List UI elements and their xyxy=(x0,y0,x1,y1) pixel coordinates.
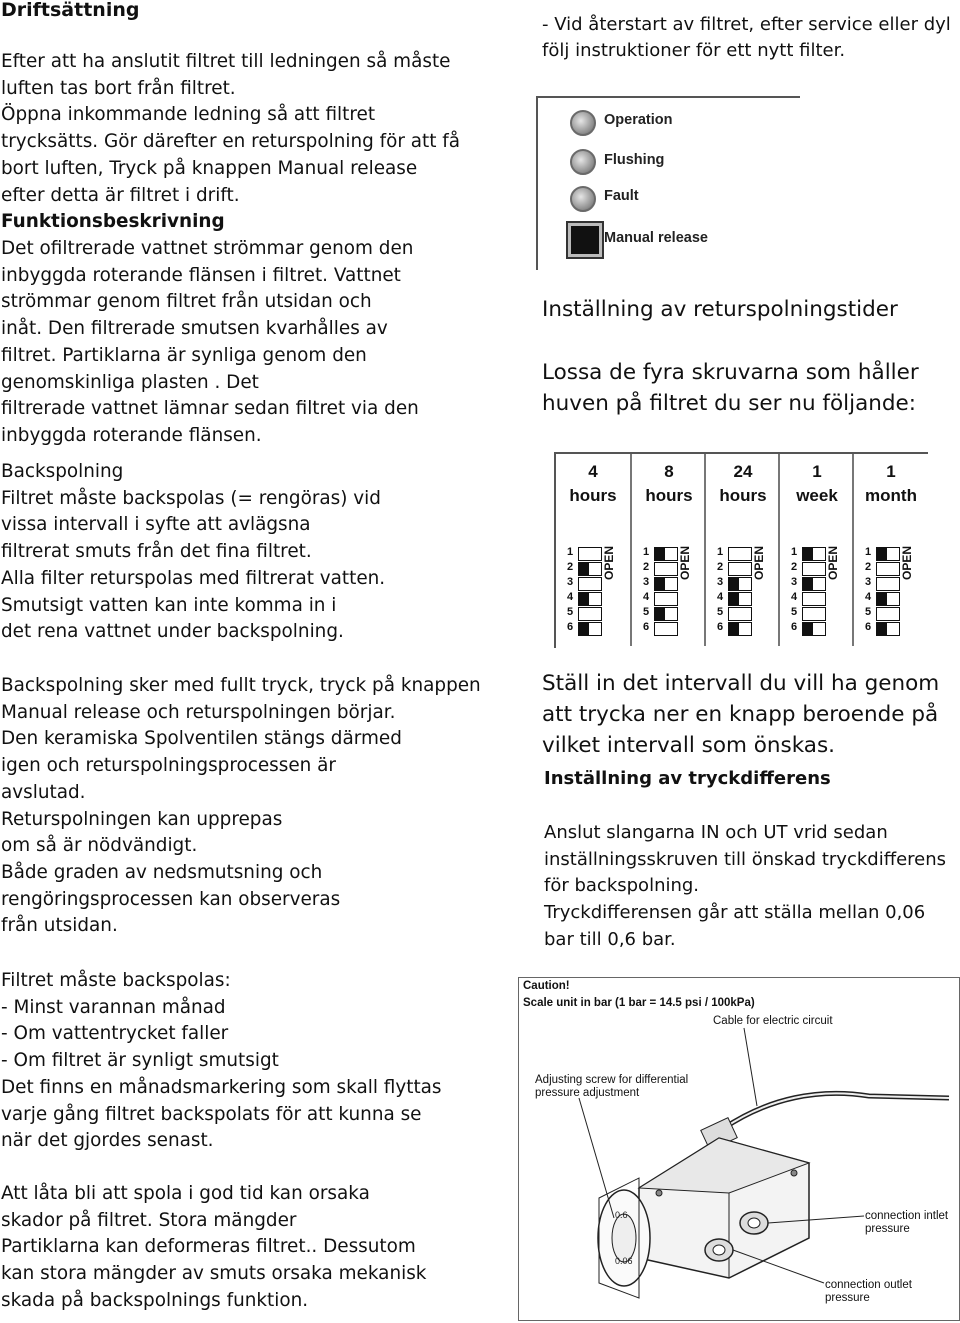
dip-switch-number: 5 xyxy=(566,606,574,618)
dip-switch-toggle xyxy=(876,547,900,561)
dip-switch-number: 4 xyxy=(566,591,574,603)
manual-release-button-icon xyxy=(568,223,602,257)
dip-switch-toggle xyxy=(876,592,900,606)
dip-switch-toggle xyxy=(876,562,900,576)
dip-switch-number: 6 xyxy=(566,621,574,633)
dip-switch-toggle xyxy=(728,592,752,606)
dip-switch-number: 2 xyxy=(864,561,872,573)
dip-switch-toggle xyxy=(876,607,900,621)
backflush-process-text: Backspolning sker med fullt tryck, tryck på knappen Manual release och returspolningen börjar. Den keramiska Spolventilen stängs därmed igen och returspolningsprocessen är avslutad. Returspolningen kan upprepas om så är nödvändigt. Både graden av nedsmutsning och rengöringsprocessen kan observeras från utsidan. xyxy=(1,675,481,937)
dip-switch-number: 6 xyxy=(790,621,798,633)
dip-switch xyxy=(564,546,622,636)
dip-open-label: OPEN xyxy=(678,546,692,581)
operation-label: Operation xyxy=(604,112,673,128)
pressure-heading: Inställning av tryckdifferens xyxy=(544,768,831,789)
dip-switch-number: 4 xyxy=(790,591,798,603)
status-panel xyxy=(536,96,800,270)
dip-switch-toggle xyxy=(802,562,826,576)
dip-switch-toggle xyxy=(876,577,900,591)
dip-open-label: OPEN xyxy=(826,546,840,581)
dip-column-4h xyxy=(556,454,630,646)
dip-switch-toggle xyxy=(578,592,602,606)
svg-text:0.06: 0.06 xyxy=(615,1256,633,1266)
dip-open-label: OPEN xyxy=(602,546,616,581)
interval-heading: Inställning av returspolningstider xyxy=(542,297,898,322)
dip-switch-number: 4 xyxy=(642,591,650,603)
dip-switch-toggle xyxy=(728,547,752,561)
dip-header: 1 week xyxy=(796,462,838,505)
dip-switch-toggle xyxy=(802,547,826,561)
dip-switch-toggle xyxy=(654,592,678,606)
pressure-switch-figure xyxy=(518,977,960,1321)
pressure-text: Anslut slangarna IN och UT vrid sedan inställningsskruven till önskad tryckdifferens för backspolning. Tryckdifferensen går att ställa mellan 0,06 bar till 0,6 bar. xyxy=(544,822,947,950)
warning-text: Att låta bli att spola i god tid kan orsaka skador på filtret. Stora mängder Partiklarna kan deformeras filtret.. Dessutom kan stora mängder av smuts orsaka mekanisk skada på backspolnings funktion. xyxy=(1,1183,427,1311)
dip-switch-numbers xyxy=(640,546,652,636)
dip-column-8h xyxy=(630,454,706,646)
dip-switch-number: 1 xyxy=(790,546,798,558)
dip-switch-toggle xyxy=(654,622,678,636)
dip-switch-toggle xyxy=(728,622,752,636)
dip-column-1m xyxy=(852,454,928,646)
restart-text: - Vid återstart av filtret, efter service eller dyl följ instruktioner för ett nytt filter. xyxy=(542,14,951,61)
dip-switch-number: 2 xyxy=(642,561,650,573)
function-text: Det ofiltrerade vattnet strömmar genom den inbyggda roterande flänsen i filtret. Vattnet strömmar genom filtret från utsidan och inåt. Den filtrerade smutsen kvarhålles av filtret. Partiklarna är synliga genom den genomskinliga plasten . Det filtrerade vattnet lämnar sedan filtret via den inbyggda roterande flänsen. xyxy=(1,238,419,446)
dip-switch-toggle xyxy=(578,547,602,561)
screw-label: Adjusting screw for differential pressure adjustment xyxy=(535,1074,689,1099)
backflush-conditions-text: Filtret måste backspolas: - Minst varannan månad - Om vattentrycket faller - Om filtret är synligt smutsigt Det finns en månadsmarkering som skall flyttas varje gång filtret backspolats för att kunna se när det gjordes senast. xyxy=(1,970,442,1152)
dip-header: 8 hours xyxy=(645,462,693,505)
dip-switch-number: 6 xyxy=(864,621,872,633)
dip-switch-number: 2 xyxy=(716,561,724,573)
commissioning-text: Efter att ha anslutit filtret till ledningen så måste luften tas bort från filtret. Öppna inkommande ledning så att filtret trycksätts. Gör därefter en returspolning för att få bort luften, Tryck på knappen Manual release efter detta är filtret i drift. xyxy=(1,51,461,206)
dip-switch-number: 3 xyxy=(790,576,798,588)
inlet-label: connection intlet pressure xyxy=(865,1210,949,1235)
dip-switch-number: 6 xyxy=(642,621,650,633)
dip-switch-number: 5 xyxy=(642,606,650,618)
dip-switch-toggle xyxy=(802,577,826,591)
dip-open-label: OPEN xyxy=(900,546,914,581)
section-heading-commissioning: Driftsättning xyxy=(1,0,140,21)
dip-switch-toggle xyxy=(728,607,752,621)
outlet-label: connection outlet pressure xyxy=(825,1279,912,1304)
dip-column-24h xyxy=(704,454,780,646)
dip-switch-number: 1 xyxy=(864,546,872,558)
flushing-label: Flushing xyxy=(604,152,665,168)
dip-header: 1 month xyxy=(865,462,917,505)
dip-switch-number: 4 xyxy=(864,591,872,603)
dip-switch-toggle xyxy=(654,562,678,576)
dip-switch-toggle xyxy=(654,607,678,621)
dip-switch xyxy=(640,546,698,636)
dip-switch-number: 3 xyxy=(566,576,574,588)
dip-switch-number: 5 xyxy=(716,606,724,618)
dip-switch-number: 3 xyxy=(642,576,650,588)
set-interval-text: Ställ in det intervall du vill ha genom att trycka ner en knapp beroende på vilket intervall som önskas. xyxy=(542,671,940,758)
dip-switch-numbers xyxy=(788,546,800,636)
fault-led-icon xyxy=(570,186,596,212)
dip-switch-toggle xyxy=(728,562,752,576)
cable-label: Cable for electric circuit xyxy=(713,1015,833,1027)
dip-switch-number: 1 xyxy=(642,546,650,558)
dip-switch xyxy=(788,546,846,636)
dip-switch-number: 3 xyxy=(864,576,872,588)
dip-switch-number: 5 xyxy=(790,606,798,618)
pressure-switch-drawing xyxy=(519,978,959,1320)
dip-switch-toggle xyxy=(578,577,602,591)
scale-label: Scale unit in bar (1 bar = 14.5 psi / 100kPa) xyxy=(523,997,755,1009)
dip-open-label: OPEN xyxy=(752,546,766,581)
dip-switch xyxy=(862,546,920,636)
dip-switch-toggle xyxy=(654,577,678,591)
dip-header: 4 hours xyxy=(569,462,617,505)
dip-switch-number: 4 xyxy=(716,591,724,603)
operation-led-icon xyxy=(570,110,596,136)
backflush-text: Backspolning Filtret måste backspolas (= rengöras) vid vissa intervall i syfte att avlägsna filtrerat smuts från det fina filtret. Alla filter returspolas med filtrerat vatten. Smutsigt vatten kan inte komma in i det rena vattnet under backspolning. xyxy=(1,461,386,643)
caution-label: Caution! xyxy=(523,980,570,992)
dip-switch-toggle xyxy=(802,592,826,606)
dip-switch-toggle xyxy=(802,622,826,636)
dip-switch-table xyxy=(554,452,928,648)
dip-switch-numbers xyxy=(564,546,576,636)
dip-switch-number: 2 xyxy=(566,561,574,573)
dip-switch-number: 1 xyxy=(566,546,574,558)
dip-switch-toggle xyxy=(728,577,752,591)
dip-switch-number: 6 xyxy=(716,621,724,633)
dip-switch-number: 1 xyxy=(716,546,724,558)
svg-text:0.6: 0.6 xyxy=(615,1210,628,1220)
dip-switch-number: 3 xyxy=(716,576,724,588)
dip-switch-numbers xyxy=(714,546,726,636)
dip-header: 24 hours xyxy=(719,462,767,505)
dip-switch-toggle xyxy=(654,547,678,561)
manual-release-label: Manual release xyxy=(604,230,708,246)
dip-switch-toggle xyxy=(578,622,602,636)
dip-switch-number: 2 xyxy=(790,561,798,573)
dip-switch-numbers xyxy=(862,546,874,636)
flushing-led-icon xyxy=(570,149,596,175)
dip-switch-toggle xyxy=(578,562,602,576)
fault-label: Fault xyxy=(604,188,639,204)
dip-switch-toggle xyxy=(876,622,900,636)
dip-switch-number: 5 xyxy=(864,606,872,618)
dip-switch-toggle xyxy=(802,607,826,621)
dip-switch-toggle xyxy=(578,607,602,621)
dip-column-1w xyxy=(778,454,854,646)
function-heading: Funktionsbeskrivning xyxy=(1,211,225,232)
dip-switch xyxy=(714,546,772,636)
interval-instruction: Lossa de fyra skruvarna som håller huven på filtret du ser nu följande: xyxy=(542,360,919,416)
